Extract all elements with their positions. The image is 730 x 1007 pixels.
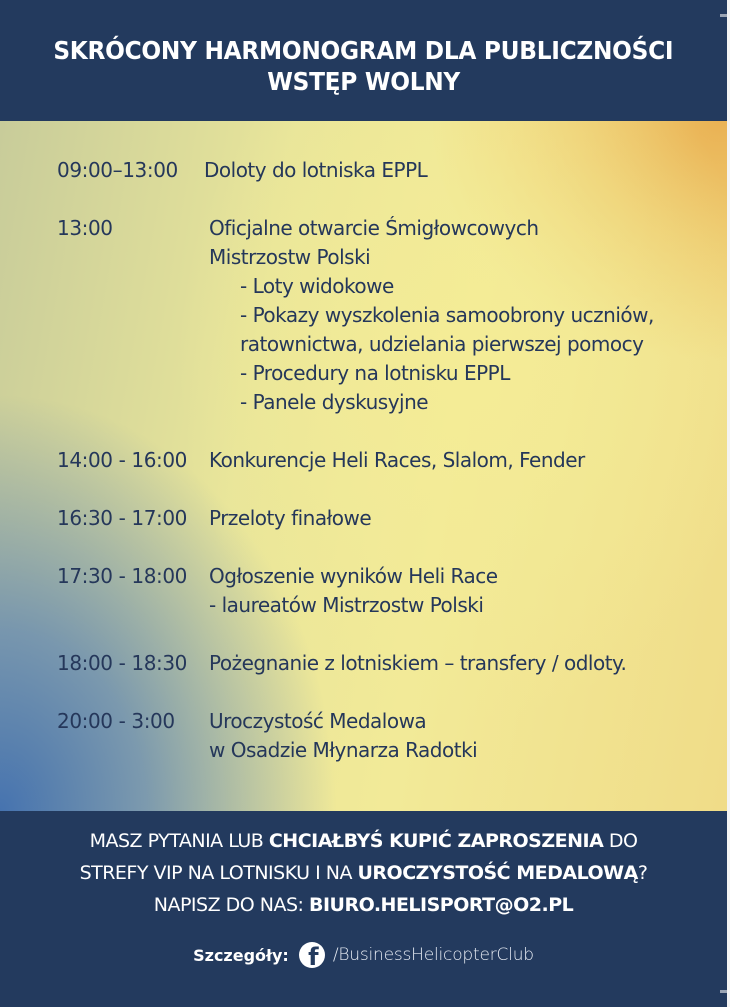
contact-highlight: UROCZYSTOŚĆ MEDALOWĄ — [357, 862, 638, 884]
contact-line-3 — [0, 889, 727, 921]
schedule-subitem: - Panele dyskusyjne — [240, 390, 429, 414]
schedule-description — [209, 707, 477, 765]
schedule-subitem: - Loty widokowe — [240, 274, 394, 298]
schedule-description — [204, 156, 427, 185]
schedule-line: - laureatów Mistrzostw Polski — [209, 593, 484, 617]
details-row — [0, 942, 727, 968]
schedule-row — [57, 707, 697, 765]
header-title-line-2: WSTĘP WOLNY — [267, 66, 460, 96]
contact-text: NAPISZ DO NAS: — [153, 894, 309, 916]
crop-mark — [720, 990, 727, 993]
schedule-line: Uroczystość Medalowa — [209, 709, 427, 733]
schedule-row — [57, 214, 697, 417]
crop-mark — [720, 14, 727, 17]
schedule-line: Przeloty finałowe — [209, 506, 372, 530]
schedule-row — [57, 649, 697, 678]
contact-text: STREFY VIP NA LOTNISKU I NA — [79, 862, 358, 884]
schedule-time: 09:00–13:00 — [57, 158, 178, 182]
schedule-time: 14:00 - 16:00 — [57, 448, 188, 472]
schedule-subitem: - Procedury na lotnisku EPPL — [240, 361, 510, 385]
schedule-line: Pożegnanie z lotniskiem – transfery / odloty. — [209, 651, 627, 675]
schedule-row — [57, 562, 697, 620]
schedule-description — [209, 446, 585, 475]
contact-text: DO — [603, 830, 638, 852]
schedule-list — [57, 156, 697, 794]
schedule-time: 17:30 - 18:00 — [57, 564, 188, 588]
schedule-line: Konkurencje Heli Races, Slalom, Fender — [209, 448, 585, 472]
schedule-time: 18:00 - 18:30 — [57, 651, 188, 675]
schedule-time: 16:30 - 17:00 — [57, 506, 188, 530]
details-label: Szczegóły: — [193, 945, 289, 965]
poster-header — [0, 0, 727, 121]
schedule-subitem-continued: ratownictwa, udzielania pierwszej pomocy — [240, 332, 644, 356]
schedule-time: 13:00 — [57, 216, 113, 240]
schedule-description — [209, 504, 371, 533]
schedule-line: Doloty do lotniska EPPL — [204, 158, 428, 182]
schedule-line: Oficjalne otwarcie Śmigłowcowych — [209, 216, 539, 240]
facebook-handle-link[interactable]: /BusinessHelicopterClub — [332, 945, 534, 965]
schedule-line: Mistrzostw Polski — [209, 245, 371, 269]
contact-text: MASZ PYTANIA LUB — [89, 830, 269, 852]
schedule-line: w Osadzie Młynarza Radotki — [209, 738, 478, 762]
schedule-description — [209, 649, 626, 678]
schedule-description — [209, 214, 654, 417]
contact-highlight: CHCIAŁBYŚ KUPIĆ ZAPROSZENIA — [268, 830, 604, 852]
schedule-row — [57, 446, 697, 475]
schedule-section — [0, 121, 727, 811]
schedule-row — [57, 504, 697, 533]
schedule-row — [57, 156, 697, 185]
contact-line-2 — [0, 857, 727, 889]
schedule-time: 20:00 - 3:00 — [57, 709, 175, 733]
schedule-subitem: - Pokazy wyszkolenia samoobrony uczniów, — [240, 303, 654, 327]
contact-email[interactable]: BIURO.HELISPORT@O2.PL — [308, 894, 574, 916]
contact-info — [0, 825, 727, 921]
schedule-line: Ogłoszenie wyników Heli Race — [209, 564, 498, 588]
contact-text: ? — [637, 862, 648, 884]
schedule-description — [209, 562, 498, 620]
contact-line-1 — [0, 825, 727, 857]
facebook-icon[interactable]: f — [299, 942, 325, 968]
poster-footer — [0, 811, 727, 1007]
header-title-line-1: SKRÓCONY HARMONOGRAM DLA PUBLICZNOŚCI — [53, 35, 674, 65]
